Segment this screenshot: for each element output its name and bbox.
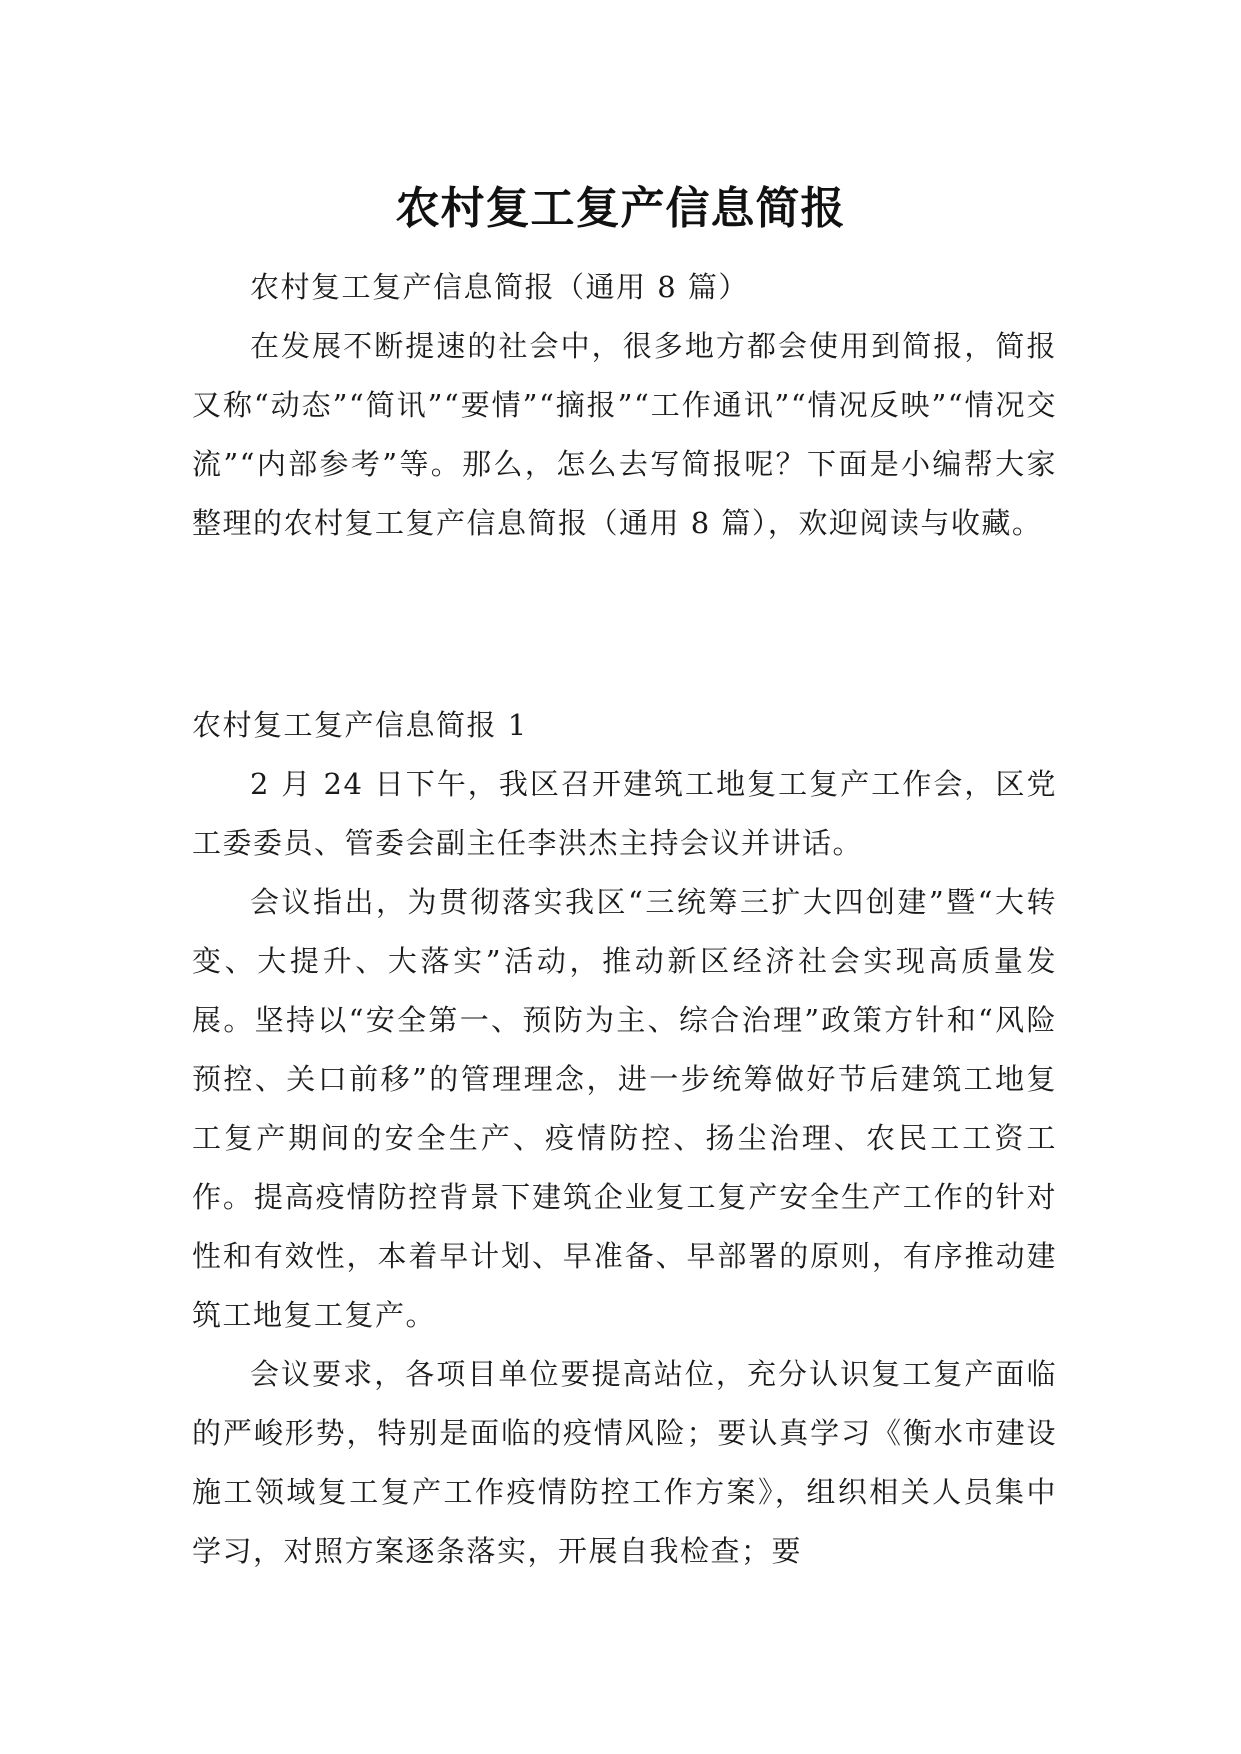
document-subtitle: 农村复工复产信息简报（通用 8 篇） <box>250 270 749 304</box>
section-1-paragraph-3: 会议要求，各项目单位要提高站位，充分认识复工复产面临的严峻形势，特别是面临的疫情风险；要认真学习《衡水市建设施工领域复工复产工作疫情防控工作方案》，组织相关人员集中学习，对照方案逐条落实，开展自我检查；要 <box>192 1357 1057 1568</box>
intro-block <box>192 258 1057 553</box>
section-1 <box>192 696 1057 1581</box>
section-1-heading: 农村复工复产信息简报 1 <box>192 708 528 742</box>
intro-paragraph: 在发展不断提速的社会中，很多地方都会使用到简报，简报又称“动态”“简讯”“要情”“摘报”“工作通讯”“情况反映”“情况交流”“内部参考”等。那么，怎么去写简报呢？下面是小编帮大家整理的农村复工复产信息简报（通用 8 篇），欢迎阅读与收藏。 <box>192 329 1057 540</box>
section-1-paragraph-1: 2 月 24 日下午，我区召开建筑工地复工复产工作会，区党工委委员、管委会副主任李洪杰主持会议并讲话。 <box>192 767 1057 860</box>
document-title: 农村复工复产信息简报 <box>395 183 846 235</box>
section-1-paragraph-2: 会议指出，为贯彻落实我区“三统筹三扩大四创建”暨“大转变、大提升、大落实”活动，推动新区经济社会实现高质量发展。坚持以“安全第一、预防为主、综合治理”政策方针和“风险预控、关口前移”的管理理念，进一步统筹做好节后建筑工地复工复产期间的安全生产、疫情防控、扬尘治理、农民工工资工作。提高疫情防控背景下建筑企业复工复产安全生产工作的针对性和有效性，本着早计划、早准备、早部署的原则，有序推动建筑工地复工复产。 <box>192 885 1057 1332</box>
